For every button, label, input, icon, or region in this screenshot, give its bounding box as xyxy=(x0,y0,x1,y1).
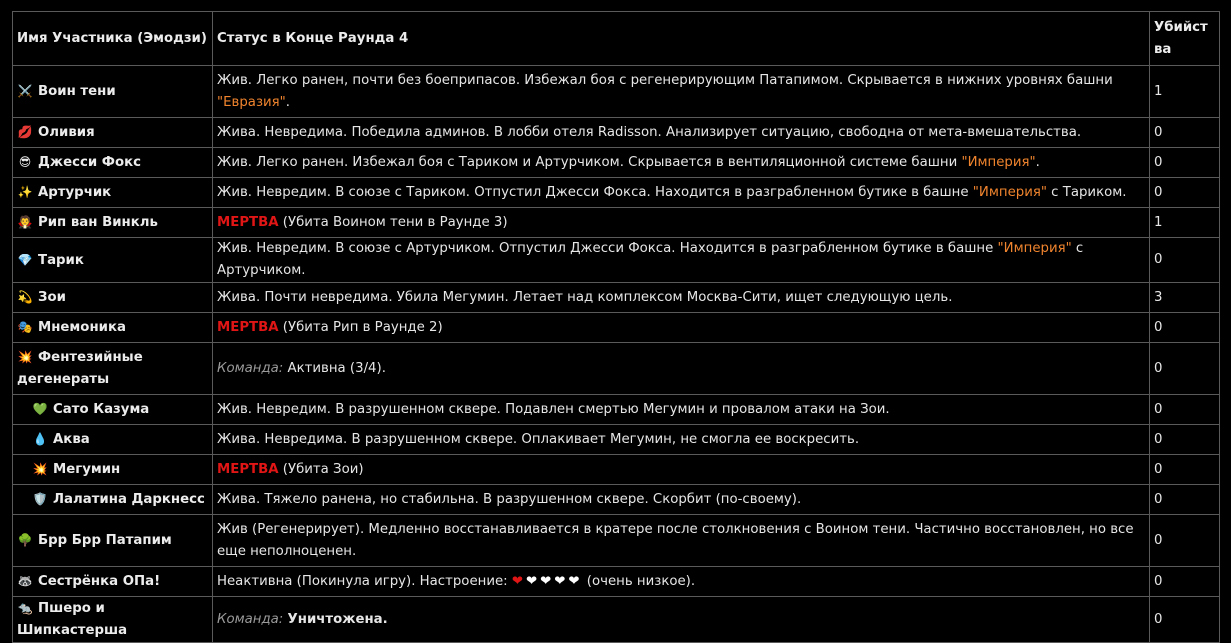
vampire-icon: 🧛 xyxy=(17,215,33,229)
status-cell xyxy=(213,208,1150,238)
raccoon-icon: 🦝 xyxy=(17,574,33,588)
kills-cell: 0 xyxy=(1150,343,1220,395)
status-text-end: Активна (3/4). xyxy=(283,360,386,376)
status-cell xyxy=(213,567,1150,597)
status-cell: Жива. Невредима. В разрушенном сквере. Оплакивает Мегумин, не смогла ее воскресить. xyxy=(213,425,1150,455)
green-heart-icon: 💚 xyxy=(32,402,48,416)
participant-cell xyxy=(13,208,213,238)
kills-cell: 0 xyxy=(1150,118,1220,148)
participant-cell xyxy=(13,148,213,178)
participant-name: Пшеро и Шипкастерша xyxy=(17,601,128,638)
table-row xyxy=(13,455,1220,485)
table-row xyxy=(13,283,1220,313)
table-row xyxy=(13,313,1220,343)
header-name: Имя Участника (Эмодзи) xyxy=(13,12,213,66)
participant-cell xyxy=(13,283,213,313)
participant-name: Воин тени xyxy=(38,84,116,99)
participant-name: Тарик xyxy=(38,252,84,268)
participant-name: Брр Брр Патапим xyxy=(38,533,172,548)
table-row xyxy=(13,425,1220,455)
location-highlight: "Империя" xyxy=(997,241,1072,256)
participant-cell xyxy=(13,567,213,597)
status-cell: Жива. Почти невредима. Убила Мегумин. Летает над комплексом Москва-Сити, ищет следующую цель. xyxy=(213,283,1150,313)
table-row xyxy=(13,178,1220,208)
table-row xyxy=(13,485,1220,515)
kills-cell: 1 xyxy=(1150,208,1220,238)
status-cell xyxy=(213,597,1150,643)
table-row xyxy=(13,395,1220,425)
dead-label: МЕРТВА xyxy=(217,461,279,477)
participant-cell xyxy=(13,238,213,283)
kills-cell: 0 xyxy=(1150,395,1220,425)
gem-icon: 💎 xyxy=(17,252,33,267)
kills-cell: 3 xyxy=(1150,283,1220,313)
participant-name: Мегумин xyxy=(53,462,121,477)
participant-name: Лалатина Даркнесс xyxy=(53,492,205,507)
status-text-end: (Убита Зои) xyxy=(278,461,364,477)
status-cell xyxy=(213,178,1150,208)
header-status: Статус в Конце Раунда 4 xyxy=(213,12,1150,66)
status-text: Неактивна (Покинула игру). Настроение: xyxy=(217,573,512,589)
participant-name: Мнемоника xyxy=(38,320,126,335)
participant-cell xyxy=(13,395,213,425)
participant-cell xyxy=(13,597,213,643)
status-cell: Жив. Невредим. В разрушенном сквере. Подавлен смертью Мегумин и провалом атаки на Зои. xyxy=(213,395,1150,425)
status-text-end: . xyxy=(285,94,291,110)
status-text-end: (Убита Воином тени в Раунде 3) xyxy=(278,214,508,230)
participant-name: Сато Казума xyxy=(53,402,150,417)
table-row xyxy=(13,343,1220,395)
table-header-row xyxy=(13,12,1220,66)
participant-name: Джесси Фокс xyxy=(38,155,142,170)
participant-name: Сестрёнка ОПа! xyxy=(38,574,161,589)
kills-cell: 0 xyxy=(1150,485,1220,515)
participant-cell xyxy=(13,343,213,395)
dead-label: МЕРТВА xyxy=(217,319,279,335)
tree-icon: 🌳 xyxy=(17,533,33,547)
kills-cell: 0 xyxy=(1150,515,1220,567)
explosion-icon: 💥 xyxy=(17,350,33,364)
theater-masks-icon: 🎭 xyxy=(17,320,33,334)
kills-cell: 0 xyxy=(1150,567,1220,597)
participant-name: Рип ван Винкль xyxy=(38,215,158,230)
lips-icon: 💋 xyxy=(17,125,33,139)
status-text-end: с Артурчиком. xyxy=(217,241,1084,278)
participant-name: Артурчик xyxy=(38,185,112,200)
location-highlight: "Империя" xyxy=(961,154,1036,170)
participant-cell xyxy=(13,485,213,515)
status-cell xyxy=(213,313,1150,343)
participant-cell xyxy=(13,118,213,148)
status-cell: Жива. Невредима. Победила админов. В лобби отеля Radisson. Анализирует ситуацию, свободна от мета-вмешательства. xyxy=(213,118,1150,148)
status-cell: Жив (Регенерирует). Медленно восстанавливается в кратере после столкновения с Воином тени. Частично восстановлен, но все еще неполноценен. xyxy=(213,515,1150,567)
status-text: Жив. Невредим. В союзе с Тариком. Отпустил Джесси Фокса. Находится в разграбленном бутике в башне xyxy=(217,184,973,200)
participant-cell xyxy=(13,455,213,485)
status-bold: Уничтожена. xyxy=(287,611,388,627)
status-text-end: (Убита Рип в Раунде 2) xyxy=(278,319,443,335)
dead-label: МЕРТВА xyxy=(217,214,279,230)
table-row xyxy=(13,118,1220,148)
table-row xyxy=(13,208,1220,238)
table-row xyxy=(13,238,1220,283)
participant-cell xyxy=(13,178,213,208)
participant-cell xyxy=(13,66,213,118)
kills-cell: 1 xyxy=(1150,66,1220,118)
participant-name: Зои xyxy=(38,290,66,305)
sunglasses-face-icon: 😎 xyxy=(18,155,32,169)
table-row xyxy=(13,66,1220,118)
participant-cell xyxy=(13,515,213,567)
status-text-end: . xyxy=(1035,154,1040,170)
participants-table xyxy=(12,11,1220,643)
participant-name: Аква xyxy=(53,432,90,447)
status-text-end: (очень низкое). xyxy=(582,573,696,589)
crossed-swords-icon: ⚔️ xyxy=(17,84,33,98)
kills-cell: 0 xyxy=(1150,313,1220,343)
red-heart-icon: ❤ xyxy=(511,573,526,589)
status-cell xyxy=(213,343,1150,395)
explosion-icon: 💥 xyxy=(32,462,48,476)
mood-hearts xyxy=(512,574,583,589)
droplet-icon: 💧 xyxy=(32,432,48,446)
status-cell: Жива. Тяжело ранена, но стабильна. В разрушенном сквере. Скорбит (по-своему). xyxy=(213,485,1150,515)
table-row xyxy=(13,148,1220,178)
status-cell xyxy=(213,66,1150,118)
table-row xyxy=(13,567,1220,597)
status-cell xyxy=(213,238,1150,283)
header-kills: Убийства xyxy=(1150,12,1220,66)
participant-cell xyxy=(13,313,213,343)
location-highlight: "Евразия" xyxy=(217,94,286,110)
status-cell xyxy=(213,455,1150,485)
shield-icon: 🛡️ xyxy=(32,492,48,506)
dizzy-icon: 💫 xyxy=(17,290,33,304)
location-highlight: "Империя" xyxy=(972,184,1047,200)
rat-icon: 🐀 xyxy=(17,601,33,615)
table-row xyxy=(13,515,1220,567)
kills-cell: 0 xyxy=(1150,148,1220,178)
participant-name: Оливия xyxy=(38,125,95,140)
kills-cell: 0 xyxy=(1150,178,1220,208)
kills-cell: 0 xyxy=(1150,238,1220,283)
kills-cell: 0 xyxy=(1150,455,1220,485)
team-label: Команда: xyxy=(217,611,284,627)
status-text: Жив. Легко ранен. Избежал боя с Тариком и Артурчиком. Скрывается в вентиляционной системе башни xyxy=(217,154,962,170)
sparkles-icon: ✨ xyxy=(17,185,33,199)
status-text-end: с Тариком. xyxy=(1046,184,1127,200)
status-cell xyxy=(213,148,1150,178)
status-text: Жив. Легко ранен, почти без боеприпасов. Избежал боя с регенерирующим Патапимом. Скрывается в нижних уровнях башни xyxy=(217,72,1113,88)
table-row xyxy=(13,597,1220,643)
kills-cell: 0 xyxy=(1150,597,1220,643)
participant-name: Фентезийные дегенераты xyxy=(17,350,143,387)
participant-cell xyxy=(13,425,213,455)
white-heart-icon: ❤❤❤❤ xyxy=(526,573,583,589)
kills-cell: 0 xyxy=(1150,425,1220,455)
status-text: Жив. Невредим. В союзе с Артурчиком. Отпустил Джесси Фокса. Находится в разграбленном бутике в башне xyxy=(217,241,998,256)
team-label: Команда: xyxy=(217,360,284,376)
